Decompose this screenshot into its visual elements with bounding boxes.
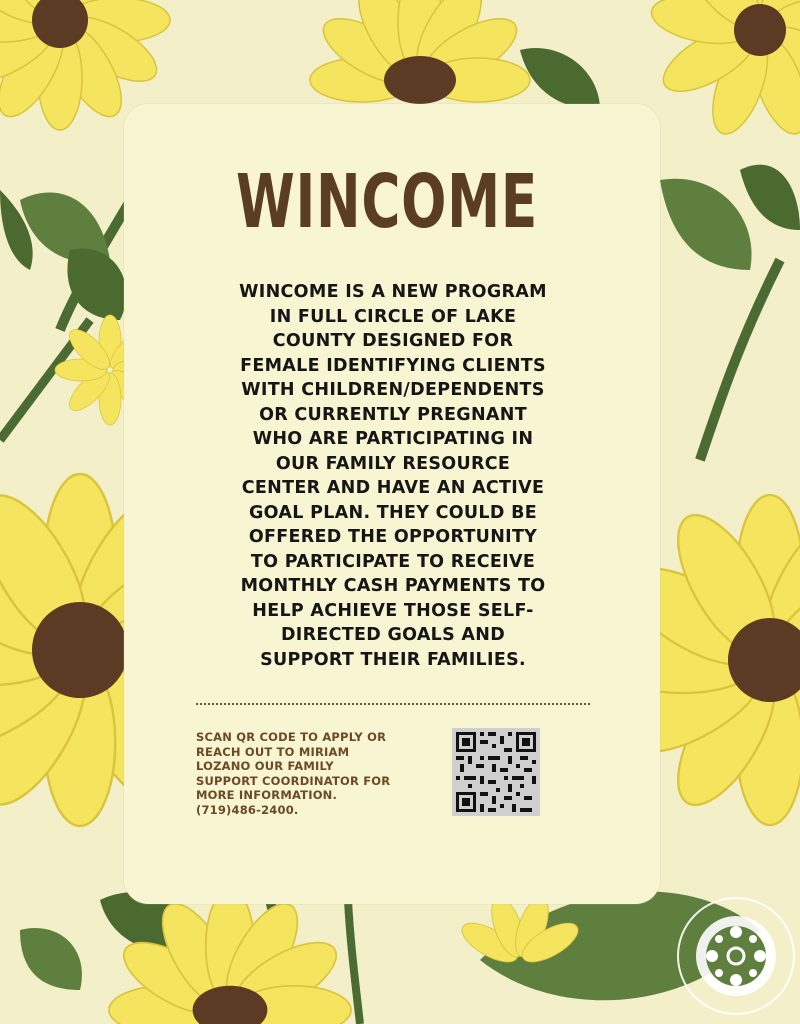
info-card bbox=[124, 104, 660, 904]
description-line: OUR FAMILY RESOURCE bbox=[275, 453, 511, 474]
description-line: CENTER AND HAVE AN ACTIVE bbox=[241, 478, 545, 498]
qr-code-icon[interactable] bbox=[452, 728, 540, 816]
description-line: FEMALE IDENTIFYING CLIENTS bbox=[240, 355, 546, 376]
contact-line: SCAN QR CODE TO APPLY OR bbox=[196, 730, 387, 744]
description-line: WHO ARE PARTICIPATING IN bbox=[252, 429, 534, 449]
contact-line: REACH OUT TO MIRIAM bbox=[196, 744, 350, 759]
page-title: WINCOME bbox=[236, 159, 539, 245]
program-description bbox=[220, 280, 566, 672]
description-line: WITH CHILDREN/DEPENDENTS bbox=[241, 380, 545, 400]
description-line: DIRECTED GOALS AND bbox=[280, 625, 506, 645]
description-line: TO PARTICIPATE TO RECEIVE bbox=[250, 551, 536, 572]
description-line: OR CURRENTLY PREGNANT bbox=[259, 404, 527, 425]
description-line: SUPPORT THEIR FAMILIES. bbox=[260, 649, 526, 670]
contact-line: (719)486-2400. bbox=[196, 802, 299, 817]
contact-line: LOZANO OUR FAMILY bbox=[196, 759, 334, 773]
description-line: COUNTY DESIGNED FOR bbox=[272, 331, 514, 351]
description-line: OFFERED THE OPPORTUNITY bbox=[248, 527, 538, 547]
dotted-divider bbox=[196, 703, 590, 705]
description-line: WINCOME IS A NEW PROGRAM bbox=[239, 282, 547, 302]
description-line: GOAL PLAN. THEY COULD BE bbox=[249, 502, 537, 523]
contact-line: MORE INFORMATION. bbox=[196, 788, 338, 802]
contact-line: SUPPORT COORDINATOR FOR bbox=[196, 773, 391, 788]
contact-info bbox=[196, 730, 416, 817]
description-line: IN FULL CIRCLE OF LAKE bbox=[269, 306, 517, 327]
description-line: HELP ACHIEVE THOSE SELF- bbox=[252, 600, 534, 621]
organization-logo bbox=[664, 884, 800, 1024]
description-line: MONTHLY CASH PAYMENTS TO bbox=[240, 576, 546, 596]
